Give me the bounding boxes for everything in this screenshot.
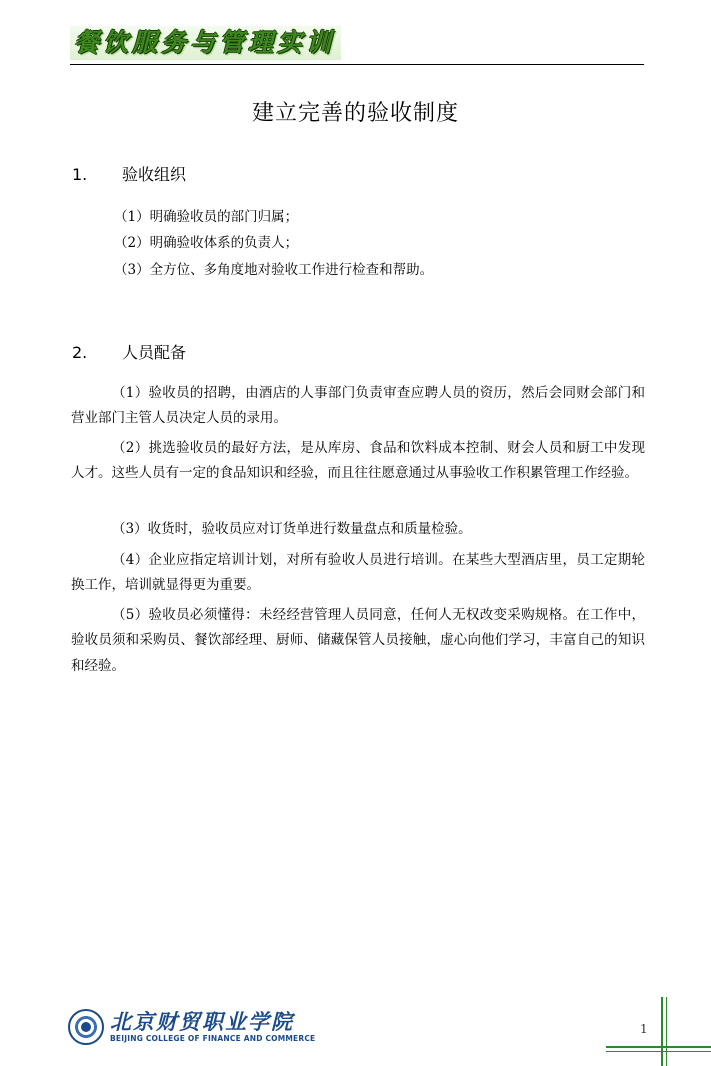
- document-title: 建立完善的验收制度: [251, 101, 459, 126]
- header-title: 餐饮服务与管理实训: [70, 26, 341, 60]
- college-name-cn: 北京财贸职业学院: [110, 1009, 294, 1034]
- college-name-en: BEIJING COLLEGE OF FINANCE AND COMMERCE: [110, 1034, 316, 1043]
- corner-decoration-line: [661, 997, 663, 1066]
- header-banner: [70, 26, 341, 60]
- paragraph: （1）验收员的招聘，由酒店的人事部门负责审查应聘人员的资历，然后会同财会部门和营业部门主管人员决定人员的录用。: [71, 385, 645, 427]
- paragraph: （2）挑选验收员的最好方法，是从库房、食品和饮料成本控制、财会人员和厨工中发现人才。这些人员有一定的食品知识和经验，而且往往愿意通过从事验收工作积累管理工作经验。: [71, 440, 645, 482]
- paragraph: （4）企业应指定培训计划，对所有验收人员进行培训。在某些大型酒店里，员工定期轮换工作，培训就显得更为重要。: [71, 552, 645, 594]
- section-number: 2.: [72, 343, 88, 362]
- section-heading-2: [72, 340, 186, 363]
- header-divider: [70, 64, 644, 65]
- college-logo: [68, 1009, 315, 1045]
- paragraph: （5）验收员必须懂得：未经经营管理人员同意，任何人无权改变采购规格。在工作中，验收员须和采购员、餐饮部经理、厨师、储藏保管人员接触，虚心向他们学习，丰富自己的知识和经验。: [71, 607, 645, 674]
- paragraph: （3）收货时，验收员应对订货单进行数量盘点和质量检验。: [112, 521, 472, 537]
- corner-decoration-line: [606, 1046, 711, 1048]
- corner-decoration-line: [666, 997, 667, 1066]
- section-heading-1: [72, 162, 186, 185]
- section-number: 1.: [72, 165, 88, 184]
- corner-decoration-line: [606, 1051, 711, 1052]
- list-item: （1）明确验收员的部门归属；: [114, 209, 299, 225]
- section-title: 人员配备: [122, 343, 187, 362]
- list-item: （3）全方位、多角度地对验收工作进行检查和帮助。: [114, 262, 434, 278]
- page-number: 1: [640, 1022, 648, 1036]
- college-emblem-icon: [68, 1009, 104, 1045]
- list-item: （2）明确验收体系的负责人；: [114, 235, 299, 251]
- section-title: 验收组织: [122, 165, 187, 184]
